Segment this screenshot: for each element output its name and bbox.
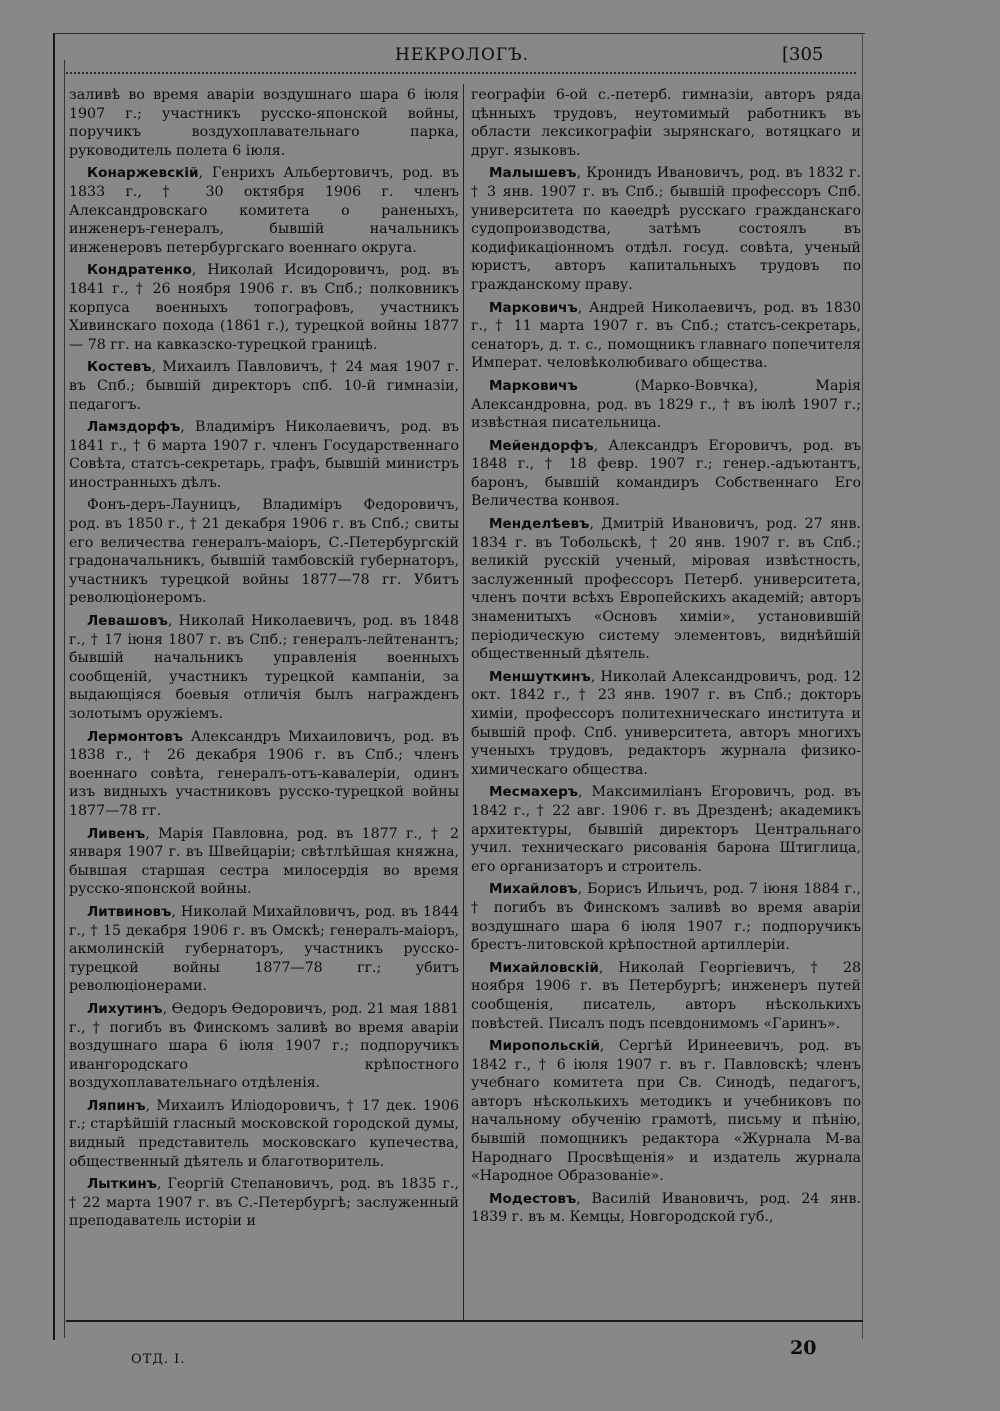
frame-inner-rule [64,60,65,1338]
entry-text: (Марко-Вовчка), Марiя Александровна, род. въ 1829 г., † въ iюлѣ 1907 г.; извѣстная писательница. [471,377,861,432]
entry-surname: Костевъ [87,359,152,376]
entry-surname: Мейендорфъ [489,437,594,454]
entry-text: , Александръ Егоровичъ, род. въ 1848 г., † 18 февр. 1907 г.; генер.-адъютантъ, баронъ, бывшiй командиръ Собственнаго Его Величества конвоя. [471,437,861,510]
obituary-entry [69,728,459,821]
obituary-entry [471,959,861,1033]
header-divider [66,72,856,74]
entry-text: , Георгiй Степановичъ, род. въ 1835 г., † 22 марта 1907 г. въ С.-Петербургѣ; заслуженный преподаватель исторiи и [69,1176,459,1230]
entry-surname: Лихутинъ [87,1000,163,1017]
entry-text: , Николай Александровичъ, род. 12 окт. 1842 г., † 23 янв. 1907 г. въ Спб.; докторъ химiи, профессоръ политехническаго института и бывшiй проф. Спб. университета, авторъ многихъ ученыхъ трудовъ, редакторъ журнала физико-химическаго общества. [471,668,861,778]
entry-text: географiи 6-ой с.-петерб. гимназiи, авторъ ряда цѣнныхъ трудовъ, неутомимый работникъ въ области лексикографiи зырянскаго, вотяцкаго и друг. языковъ. [471,87,861,159]
obituary-entry [69,1097,459,1171]
obituary-entry [471,1037,861,1186]
frame-right-rule [862,33,863,1339]
left-column [69,86,459,1235]
entry-text: , Кронидъ Ивановичъ, род. въ 1832 г. † 3 янв. 1907 г. въ Спб.; бывшiй профессоръ Спб. университета по каѳедрѣ русскаго гражданскаго судопроизводства, затѣмъ состоялъ въ кодификацiонномъ отдѣл. госуд. совѣта, ученый юристъ, авторъ капитальныхъ трудовъ по гражданскому праву. [471,165,861,293]
entry-text: , Генрихъ Альбертовичъ, род. въ 1833 г., † 30 октября 1906 г. членъ Александровскаго комитета о раненыхъ, инженеръ-генералъ, бывшiй начальникъ инженеровъ петербургскаго военнаго округа. [69,165,459,256]
entry-text: , Андрей Николаевичъ, род. въ 1830 г., † 11 марта 1907 г. въ Спб.; статсъ-секретарь, сенаторъ, д. т. с., помощникъ главнаго попечителя Императ. человѣколюбиваго общества. [471,299,861,372]
entry-text: , Өедоръ Өедоровичъ, род. 21 мая 1881 г., † погибъ въ Финскомъ заливѣ во время аварiи воздушнаго шара 6 iюля 1907 г.; подпоручикъ ивангородскаго крѣпостного воздухоплавательнаго отдѣленiя. [69,1000,459,1092]
obituary-entry [471,164,861,294]
entry-surname: Конаржевскiй [87,165,199,182]
frame-bottom-rule [66,1320,863,1322]
entry-text: заливѣ во время аварiи воздушнаго шара 6 iюля 1907 г.; участникъ русско-японской войны, поручикъ воздухоплавательнаго парка, руководитель полета 6 iюля. [69,87,459,159]
entry-surname: Левашовъ [87,613,168,630]
entry-surname: Михайловскiй [489,959,599,976]
section-marker: ОТД. I. [131,1352,186,1367]
entry-text: , Михаилъ Илiодоровичъ, † 17 дек. 1906 г.; старѣйшiй гласный московской городской думы, видный представитель московскаго купечества, общественный дѣятель и благотворитель. [69,1097,459,1170]
entry-surname: Литвиновъ [87,903,172,920]
entry-surname: Малышевъ [489,165,577,182]
entry-text: , Николай Георгiевичъ, † 28 ноября 1906 г. въ Петербургѣ; инженеръ путей сообщенiя, писатель, авторъ нѣсколькихъ повѣстей. Писалъ подъ псевдонимомъ «Гаринъ». [471,959,861,1032]
right-column [471,86,861,1231]
entry-text: , Максимилiанъ Егоровичъ, род. въ 1842 г., † 22 авг. 1906 г. въ Дрезденѣ; академикъ архитектуры, бывшiй директоръ Центральнаго учил. техническаго рисованiя барона Штиглица, его организаторъ и строитель. [471,784,861,875]
obituary-entry [69,1175,459,1231]
obituary-entry [471,880,861,954]
entry-text: , Николай Николаевичъ, род. въ 1848 г., † 17 iюня 1807 г. въ Спб.; генералъ-лейтенантъ; бывшiй начальникъ управленiя военныхъ сообщенiй, участникъ турецкой кампанiи, за выдающiяся боевыя отличiя былъ награжденъ золотымъ оружiемъ. [69,613,459,722]
entry-surname: Модестовъ [489,1190,577,1207]
entry-text: , Дмитрiй Ивановичъ, род. 27 янв. 1834 г. въ Тобольскѣ, † 20 янв. 1907 г. въ Спб.; великiй русскiй ученый, мiровая извѣстность, заслуженный профессоръ Петерб. университета, членъ почти всѣхъ Европейскихъ академiй; авторъ знаменитыхъ «Основъ химiи», установившiй перiодическую систему элементовъ, виднѣйшiй общественный дѣятель. [471,516,861,663]
obituary-entry [69,1000,459,1093]
entry-text: , Михаилъ Павловичъ, † 24 мая 1907 г. въ Спб.; бывшiй директоръ спб. 10-й гимназiи, педагогъ. [69,359,459,413]
entry-surname: Меншуткинъ [489,668,591,685]
entry-surname: Марковичъ [489,299,578,316]
entry-surname: Менделѣевъ [489,516,590,533]
page-header-title: НЕКРОЛОГЪ. [395,45,530,65]
entry-surname: Лермонтовъ [87,728,184,745]
obituary-entry [471,783,861,876]
obituary-entry [69,496,459,608]
obituary-entry [69,418,459,492]
entry-surname: Кондратенко [87,262,192,279]
entry-text: Александръ Михаиловичъ, род. въ 1838 г., † 26 декабря 1906 г. въ Спб.; членъ военнаго совѣта, генералъ-отъ-кавалерiи, одинъ изъ видныхъ участниковъ русско-турецкой войны 1877—78 гг. [69,728,459,819]
entry-surname: Ламздорфъ [87,419,181,436]
obituary-entry [471,1190,861,1227]
entry-text: Фонъ-деръ-Лауницъ, Владимiръ Федоровичъ, род. въ 1850 г., † 21 декабря 1906 г. въ Спб.; свиты его величества генералъ-маiоръ, С.-Петербургскiй градоначальникъ, бывшiй тамбовскiй губернаторъ, участникъ турецкой войны 1877—78 гг. Убитъ революцiонеромъ. [69,497,459,607]
entry-text: , Сергѣй Иринеевичъ, род. въ 1842 г., † 6 iюля 1907 г. въ г. Павловскѣ; членъ учебнаго комитета при Св. Синодѣ, педагогъ, авторъ нѣсколькихъ методикъ и учебниковъ по начальному обученiю грамотѣ, письму и пѣнiю, бывшiй помощникъ редактора «Журнала М-ва Народнаго Просвѣщенiя» и издатель журнала «Народное Образованiе». [471,1038,861,1185]
obituary-entry [69,612,459,724]
entry-text: , Николай Исидоровичъ, род. въ 1841 г., † 26 ноября 1906 г. въ Спб.; полковникъ корпуса военныхъ топографовъ, участникъ Хивинскаго похода (1861 г.), турецкой войны 1877 — 78 гг. на кавказско-турецкой границѣ. [69,262,459,353]
obituary-entry [471,668,861,780]
entry-text: , Марiя Павловна, род. въ 1877 г., † 2 января 1907 г. въ Швейцарiи; свѣтлѣйшая княжна, бывшая старшая сестра милосердiя во время русско-японской войны. [69,825,459,898]
entry-surname: Михайловъ [489,881,578,898]
obituary-entry [471,437,861,511]
entry-text: , Борисъ Ильичъ, род. 7 iюня 1884 г., † погибъ въ Финскомъ заливѣ во время аварiи воздушнаго шара 6 iюля 1907 г.; подпоручикъ брестъ-литовской крѣпостной артиллерiи. [471,881,861,954]
obituary-entry [471,377,861,433]
obituary-entry [471,86,861,160]
entry-surname: Ляпинъ [87,1097,146,1114]
obituary-entry [69,261,459,354]
sheet-number: 20 [790,1337,817,1359]
obituary-entry [471,515,861,664]
obituary-entry [69,903,459,996]
column-divider [463,84,464,1322]
entry-text: , Николай Михайловичъ, род. въ 1844 г., † 15 декабря 1906 г. въ Омскѣ; генералъ-маiоръ, акмолинскiй губернаторъ, участникъ русско-турецкой войны 1877—78 гг.; убитъ революцiонерами. [69,903,459,995]
entry-surname: Миропольскiй [489,1038,600,1055]
obituary-entry [471,299,861,373]
entry-text: , Владимiръ Николаевичъ, род. въ 1841 г., † 6 марта 1907 г. членъ Государственнаго Совѣта, статсъ-секретарь, графъ, бывшiй министръ иностранныхъ дѣлъ. [69,419,459,491]
page-number: [305 [782,44,824,65]
obituary-entry [69,825,459,899]
entry-surname: Лыткинъ [87,1176,157,1193]
obituary-entry [69,358,459,414]
entry-surname: Марковичъ [489,377,578,394]
entry-surname: Месмахеръ [489,784,579,801]
entry-surname: Ливенъ [87,825,146,842]
entry-text: , Василiй Ивановичъ, род. 24 янв. 1839 г. въ м. Кемцы, Новгородской губ., [471,1190,861,1226]
obituary-entry [69,86,459,160]
obituary-entry [69,164,459,257]
